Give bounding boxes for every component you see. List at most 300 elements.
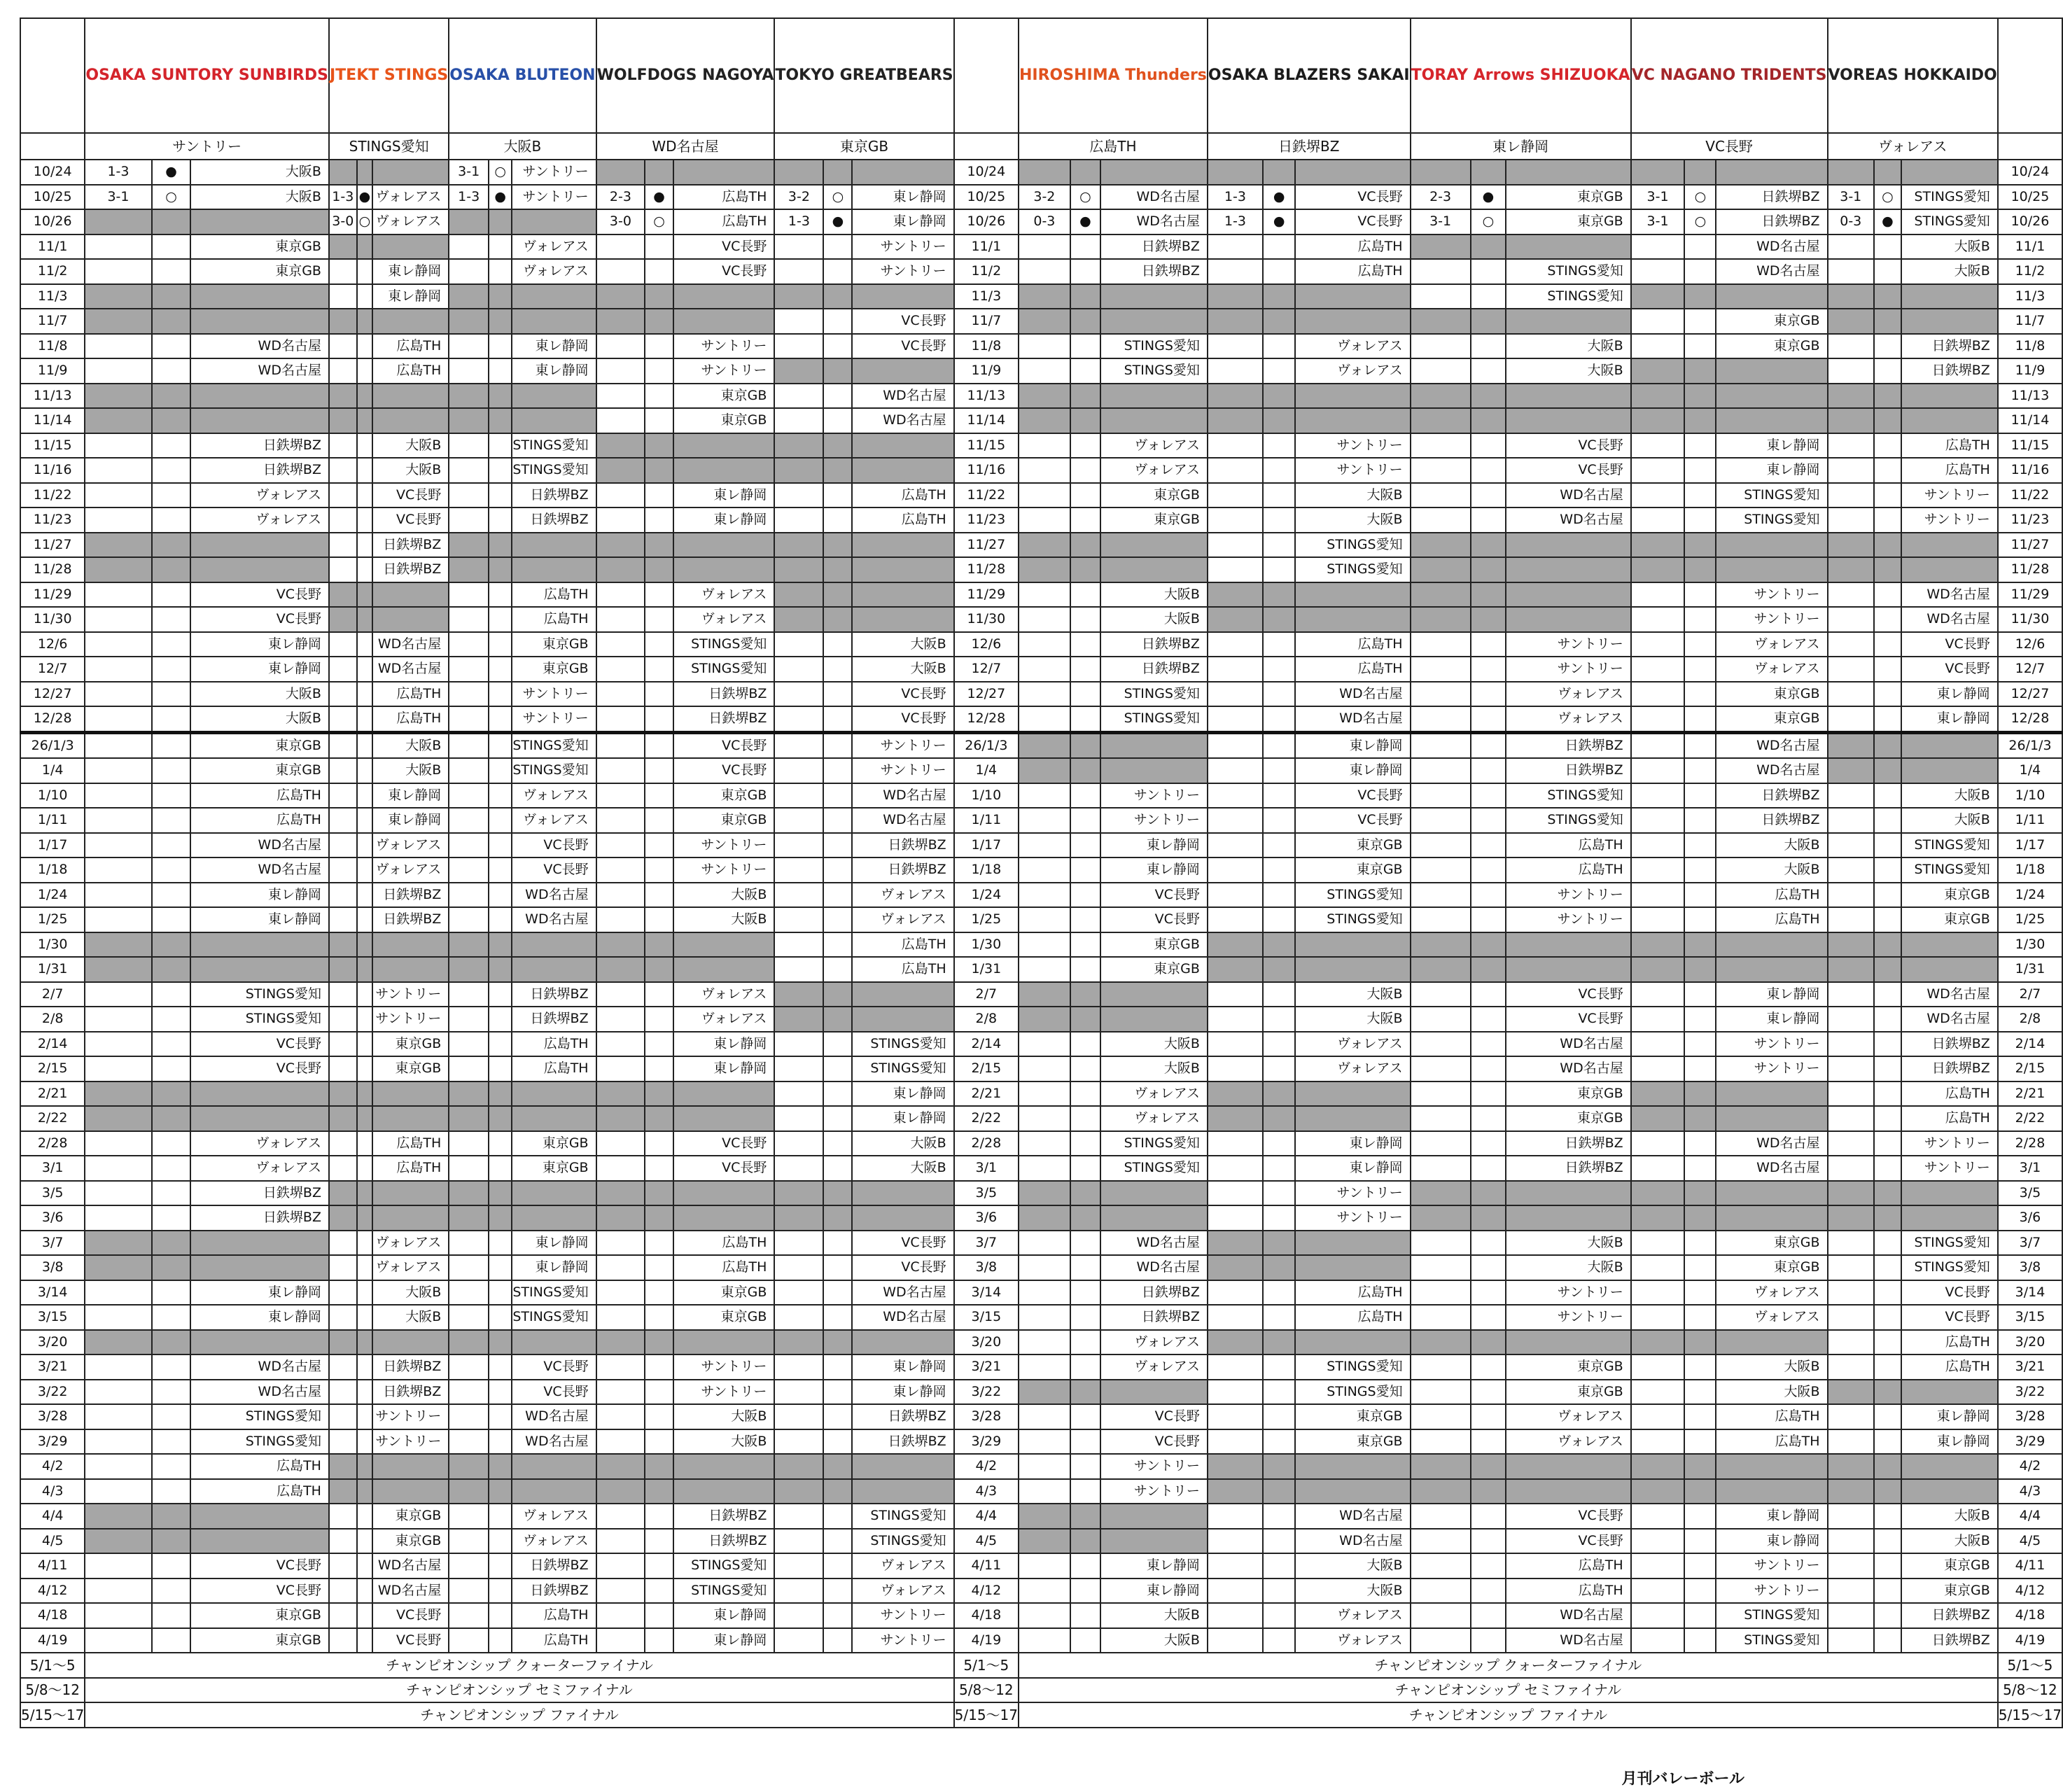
score-cell (1208, 1032, 1263, 1057)
result-mark (357, 1404, 373, 1429)
score-cell (85, 483, 151, 508)
date-cell: 3/22 (1998, 1380, 2062, 1405)
score-cell (1631, 808, 1685, 833)
no-match-cell (1874, 384, 1901, 409)
no-match-cell (357, 234, 373, 260)
score-cell (1208, 433, 1263, 458)
opponent-cell: 大阪B (673, 907, 774, 932)
opponent-cell: 大阪B (852, 632, 953, 657)
result-mark (1874, 582, 1901, 608)
opponent-cell: WD名古屋 (852, 808, 953, 833)
score-cell (1208, 458, 1263, 483)
no-match-cell (1471, 582, 1506, 608)
result-mark (489, 234, 512, 260)
no-match-cell (1070, 1181, 1100, 1206)
no-match-cell (1100, 1504, 1208, 1529)
opponent-cell: STINGS愛知 (673, 1578, 774, 1604)
result-mark (645, 1056, 673, 1082)
date-cell: 11/15 (954, 433, 1019, 458)
no-match-cell (1901, 1479, 1998, 1504)
no-match-cell (1019, 384, 1070, 409)
score-cell (1411, 1380, 1471, 1405)
result-mark (823, 1106, 852, 1131)
score-cell (85, 1354, 151, 1380)
no-match-cell (1295, 932, 1410, 958)
opponent-cell: 日鉄堺BZ (1901, 1032, 1998, 1057)
no-match-cell (1471, 160, 1506, 185)
result-mark (1684, 309, 1716, 334)
date-cell: 4/12 (1998, 1578, 2062, 1604)
table-row (20, 1106, 2062, 1131)
opponent-cell: 東レ静岡 (852, 1082, 953, 1107)
score-cell (1411, 1231, 1471, 1256)
result-mark (1263, 858, 1295, 883)
opponent-cell: STINGS愛知 (512, 433, 596, 458)
no-match-cell (1684, 358, 1716, 384)
result-mark (1684, 582, 1716, 608)
result-mark (1471, 1156, 1506, 1181)
score-cell (774, 808, 823, 833)
no-match-cell (1019, 160, 1070, 185)
result-mark (152, 1156, 191, 1181)
opponent-cell: WD名古屋 (1506, 1056, 1631, 1082)
no-match-cell (1631, 160, 1685, 185)
result-mark (489, 1280, 512, 1306)
result-mark (1263, 907, 1295, 932)
result-mark (823, 957, 852, 982)
opponent-cell: ヴォレアス (1295, 334, 1410, 359)
result-mark (1263, 1156, 1295, 1181)
score-cell (85, 1603, 151, 1628)
score-cell: 3-2 (1019, 185, 1070, 210)
no-match-cell (1506, 533, 1631, 558)
score-cell (449, 732, 489, 758)
result-mark (152, 808, 191, 833)
score-cell (1631, 1032, 1685, 1057)
no-match-cell (852, 1479, 953, 1504)
no-match-cell (1471, 1454, 1506, 1479)
opponent-cell: 広島TH (852, 507, 953, 533)
result-mark (645, 408, 673, 433)
score-cell (449, 1032, 489, 1057)
result-mark (1874, 1628, 1901, 1653)
date-cell: 2/7 (954, 982, 1019, 1007)
score-cell (1411, 1156, 1471, 1181)
date-cell: 12/28 (20, 706, 85, 732)
no-match-cell (85, 533, 151, 558)
table-row (20, 1454, 2062, 1479)
result-mark (823, 1578, 852, 1604)
score-cell (1019, 1603, 1070, 1628)
opponent-cell: 東レ静岡 (1716, 458, 1827, 483)
date-cell: 12/6 (954, 632, 1019, 657)
no-match-cell (1070, 758, 1100, 783)
result-mark (1070, 833, 1100, 858)
result-mark (823, 1231, 852, 1256)
result-mark (1684, 334, 1716, 359)
score-cell (1208, 358, 1263, 384)
score-cell (596, 1380, 645, 1405)
team-name: 東京GB (774, 133, 953, 160)
opponent-cell: VC長野 (372, 507, 449, 533)
score-cell (449, 1628, 489, 1653)
opponent-cell: 日鉄堺BZ (1506, 1131, 1631, 1156)
no-match-cell (329, 160, 357, 185)
opponent-cell: サントリー (1506, 657, 1631, 682)
no-match-cell (152, 408, 191, 433)
opponent-cell: 日鉄堺BZ (1716, 808, 1827, 833)
score-cell (85, 234, 151, 260)
no-match-cell (1208, 607, 1263, 632)
opponent-cell: VC長野 (512, 833, 596, 858)
no-match-cell (1100, 732, 1208, 758)
no-match-cell (1100, 284, 1208, 309)
no-match-cell (1100, 309, 1208, 334)
result-mark (152, 507, 191, 533)
no-match-cell (1506, 1454, 1631, 1479)
result-mark (1874, 682, 1901, 707)
opponent-cell: 広島TH (1716, 1404, 1827, 1429)
score-cell (1208, 1131, 1263, 1156)
no-match-cell (85, 1255, 151, 1280)
score-cell (329, 1380, 357, 1405)
voreas-logo (1828, 19, 1997, 132)
score-cell (1631, 1529, 1685, 1554)
date-cell: 11/1 (20, 234, 85, 260)
score-cell (449, 1156, 489, 1181)
no-match-cell (372, 1082, 449, 1107)
opponent-cell: VC長野 (1100, 907, 1208, 932)
date-cell: 11/3 (954, 284, 1019, 309)
date-cell: 11/27 (20, 533, 85, 558)
table-row (20, 758, 2062, 783)
score-cell (449, 1529, 489, 1554)
no-match-cell (85, 1231, 151, 1256)
no-match-cell (645, 458, 673, 483)
table-row (20, 1380, 2062, 1405)
opponent-cell: WD名古屋 (1716, 234, 1827, 260)
no-match-cell (152, 1082, 191, 1107)
result-mark: ● (1263, 185, 1295, 210)
score-cell (596, 483, 645, 508)
opponent-cell: 東レ静岡 (673, 507, 774, 533)
score-cell (85, 1404, 151, 1429)
score-cell (1019, 1553, 1070, 1578)
opponent-cell: 広島TH (1506, 833, 1631, 858)
no-match-cell (1828, 160, 1874, 185)
score-cell (449, 907, 489, 932)
tridents-logo (1632, 19, 1827, 132)
opponent-cell: 広島TH (190, 783, 329, 808)
date-cell: 10/25 (20, 185, 85, 210)
opponent-cell: サントリー (1716, 1578, 1827, 1604)
opponent-cell: ヴォレアス (1295, 358, 1410, 384)
no-match-cell (357, 1330, 373, 1355)
opponent-cell: ヴォレアス (1100, 1330, 1208, 1355)
result-mark (489, 1404, 512, 1429)
no-match-cell (673, 1106, 774, 1131)
score-cell (1631, 632, 1685, 657)
result-mark (823, 1280, 852, 1306)
no-match-cell (190, 557, 329, 582)
no-match-cell (372, 1205, 449, 1231)
date-cell: 3/21 (954, 1354, 1019, 1380)
opponent-cell: STINGS愛知 (1716, 1603, 1827, 1628)
result-mark (357, 1131, 373, 1156)
opponent-cell: 広島TH (512, 582, 596, 608)
schedule-table (20, 18, 2063, 1728)
score-cell (1828, 833, 1874, 858)
no-match-cell (1901, 284, 1998, 309)
team-name: ヴォレアス (1828, 133, 1998, 160)
opponent-cell: ヴォレアス (190, 1156, 329, 1181)
score-cell (449, 632, 489, 657)
result-mark (357, 1280, 373, 1306)
result-mark (489, 1504, 512, 1529)
result-mark (1263, 433, 1295, 458)
no-match-cell (1506, 582, 1631, 608)
no-match-cell (1295, 1479, 1410, 1504)
date-cell: 10/24 (954, 160, 1019, 185)
opponent-cell: VC長野 (1100, 1404, 1208, 1429)
opponent-cell: VC長野 (673, 259, 774, 284)
opponent-cell: WD名古屋 (852, 1305, 953, 1330)
opponent-cell: WD名古屋 (1100, 1231, 1208, 1256)
date-cell: 11/30 (20, 607, 85, 632)
date-cell: 11/2 (1998, 259, 2062, 284)
result-mark (1070, 883, 1100, 908)
opponent-cell: STINGS愛知 (512, 758, 596, 783)
result-mark (152, 833, 191, 858)
no-match-cell (190, 384, 329, 409)
score-cell (1828, 358, 1874, 384)
result-mark (357, 833, 373, 858)
score-cell (329, 483, 357, 508)
result-mark (489, 1231, 512, 1256)
table-row (20, 1330, 2062, 1355)
score-cell (1019, 234, 1070, 260)
no-match-cell (329, 1181, 357, 1206)
result-mark (1263, 1603, 1295, 1628)
result-mark (1471, 1504, 1506, 1529)
opponent-cell: 東京GB (512, 1156, 596, 1181)
no-match-cell (774, 982, 823, 1007)
opponent-cell: ヴォレアス (1716, 632, 1827, 657)
opponent-cell: 東京GB (673, 1280, 774, 1306)
opponent-cell: サントリー (673, 358, 774, 384)
no-match-cell (673, 1205, 774, 1231)
date-cell: 2/22 (954, 1106, 1019, 1131)
no-match-cell (1874, 309, 1901, 334)
no-match-cell (329, 957, 357, 982)
score-cell (1631, 507, 1685, 533)
date-cell: 4/3 (20, 1479, 85, 1504)
team-logo-cell (596, 18, 775, 133)
opponent-cell: 日鉄堺BZ (1901, 1056, 1998, 1082)
no-match-cell (1631, 1181, 1685, 1206)
opponent-cell: 広島TH (852, 957, 953, 982)
no-match-cell (1631, 957, 1685, 982)
no-match-cell (1295, 957, 1410, 982)
score-cell (774, 1106, 823, 1131)
opponent-cell: 東京GB (1506, 209, 1631, 234)
no-match-cell (774, 1205, 823, 1231)
no-match-cell (1411, 1454, 1471, 1479)
date-cell: 3/29 (20, 1429, 85, 1455)
result-mark (1874, 1156, 1901, 1181)
table-row (20, 358, 2062, 384)
result-mark (823, 1380, 852, 1405)
opponent-cell: WD名古屋 (1506, 1628, 1631, 1653)
no-match-cell (512, 1330, 596, 1355)
score-cell: 3-2 (774, 185, 823, 210)
score-cell (449, 1280, 489, 1306)
team-logo-cell (329, 18, 449, 133)
no-match-cell (1411, 1205, 1471, 1231)
no-match-cell (512, 1205, 596, 1231)
no-match-cell (329, 1330, 357, 1355)
result-mark (357, 1156, 373, 1181)
opponent-cell: 東京GB (190, 758, 329, 783)
no-match-cell (357, 932, 373, 958)
logo-row (20, 18, 2062, 133)
no-match-cell (1411, 957, 1471, 982)
no-match-cell (1100, 982, 1208, 1007)
date-cell: 1/11 (1998, 808, 2062, 833)
result-mark (1070, 1305, 1100, 1330)
opponent-cell: 広島TH (1295, 632, 1410, 657)
no-match-cell (449, 309, 489, 334)
result-mark (1684, 607, 1716, 632)
no-match-cell (1716, 1330, 1827, 1355)
championship-label: チャンピオンシップ ファイナル (85, 1702, 953, 1728)
no-match-cell (372, 1479, 449, 1504)
score-cell (774, 957, 823, 982)
score-cell (596, 657, 645, 682)
result-mark (1874, 907, 1901, 932)
no-match-cell (1684, 1454, 1716, 1479)
date-cell: 11/16 (20, 458, 85, 483)
score-cell (1208, 1181, 1263, 1206)
date-cell: 1/17 (1998, 833, 2062, 858)
score-cell (596, 1354, 645, 1380)
result-mark (1874, 982, 1901, 1007)
result-mark (152, 1181, 191, 1206)
score-cell (774, 1578, 823, 1604)
date-cell: 3/1 (954, 1156, 1019, 1181)
no-match-cell (1411, 932, 1471, 958)
score-cell (449, 808, 489, 833)
no-match-cell (673, 557, 774, 582)
opponent-cell: WD名古屋 (190, 858, 329, 883)
result-mark (645, 982, 673, 1007)
result-mark (1684, 1305, 1716, 1330)
no-match-cell (190, 284, 329, 309)
result-mark (1684, 632, 1716, 657)
opponent-cell: STINGS愛知 (512, 732, 596, 758)
no-match-cell (190, 1082, 329, 1107)
score-cell (449, 1131, 489, 1156)
date-cell: 3/6 (954, 1205, 1019, 1231)
opponent-cell: WD名古屋 (1295, 1529, 1410, 1554)
result-mark (823, 507, 852, 533)
opponent-cell: 広島TH (372, 358, 449, 384)
score-cell (329, 1280, 357, 1306)
date-cell: 11/28 (954, 557, 1019, 582)
result-mark (357, 334, 373, 359)
score-cell (596, 883, 645, 908)
no-match-cell (1874, 533, 1901, 558)
opponent-cell: 広島TH (1716, 907, 1827, 932)
result-mark (152, 1628, 191, 1653)
no-match-cell (190, 957, 329, 982)
score-cell (1411, 1131, 1471, 1156)
date-cell: 12/6 (20, 632, 85, 657)
date-cell: 2/14 (954, 1032, 1019, 1057)
date-cell: 4/4 (1998, 1504, 2062, 1529)
opponent-cell: ヴォレアス (190, 483, 329, 508)
result-mark (1684, 507, 1716, 533)
team-logo-text: TOKYO GREATBEARS (775, 66, 953, 85)
score-cell (1208, 1628, 1263, 1653)
no-match-cell (1019, 557, 1070, 582)
score-cell (1828, 1007, 1874, 1032)
table-row (20, 1404, 2062, 1429)
no-match-cell (1208, 1106, 1263, 1131)
score-cell: 3-1 (1411, 209, 1471, 234)
date-cell: 3/14 (1998, 1280, 2062, 1306)
score-cell (596, 1628, 645, 1653)
date-cell: 3/1 (1998, 1156, 2062, 1181)
score-cell (774, 408, 823, 433)
opponent-cell: 日鉄堺BZ (1506, 1156, 1631, 1181)
result-mark (152, 1032, 191, 1057)
opponent-cell: 広島TH (190, 1454, 329, 1479)
date-cell: 10/26 (954, 209, 1019, 234)
score-cell (1019, 1330, 1070, 1355)
opponent-cell: STINGS愛知 (190, 1404, 329, 1429)
score-cell: 3-1 (1828, 185, 1874, 210)
no-match-cell (372, 309, 449, 334)
score-cell (449, 833, 489, 858)
opponent-cell: 東京GB (1506, 1380, 1631, 1405)
score-cell (596, 259, 645, 284)
score-cell (774, 483, 823, 508)
no-match-cell (774, 433, 823, 458)
score-cell (1019, 706, 1070, 732)
result-mark (823, 1504, 852, 1529)
score-cell (1208, 1305, 1263, 1330)
score-cell (329, 1603, 357, 1628)
score-cell (1828, 1131, 1874, 1156)
score-cell (1631, 907, 1685, 932)
result-mark (1684, 682, 1716, 707)
score-cell (774, 1305, 823, 1330)
date-cell: 11/29 (954, 582, 1019, 608)
opponent-cell: VC長野 (190, 1032, 329, 1057)
opponent-cell: 大阪B (1100, 1056, 1208, 1082)
no-match-cell (1295, 1106, 1410, 1131)
no-match-cell (1716, 1205, 1827, 1231)
opponent-cell: 大阪B (1716, 833, 1827, 858)
score-cell: 3-0 (329, 209, 357, 234)
score-cell (596, 632, 645, 657)
score-cell (85, 1628, 151, 1653)
score-cell (329, 1131, 357, 1156)
date-cell: 4/5 (954, 1529, 1019, 1554)
no-match-cell (596, 557, 645, 582)
opponent-cell: 東京GB (1506, 185, 1631, 210)
